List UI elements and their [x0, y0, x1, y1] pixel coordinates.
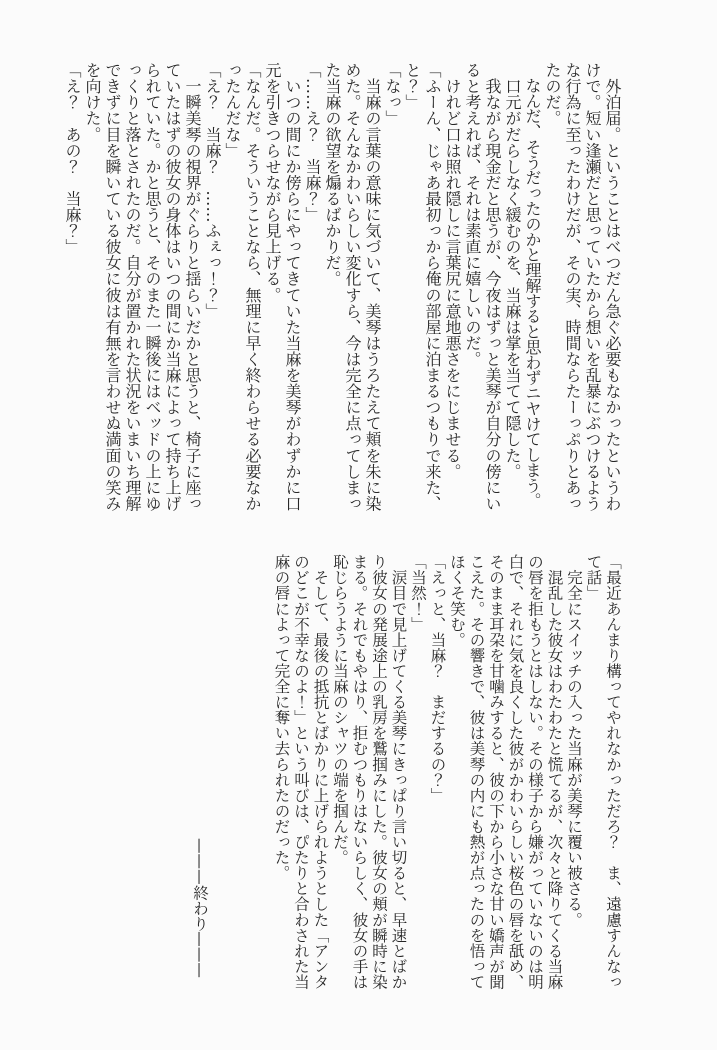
story-text-block-top — [62, 62, 622, 513]
dialogue-line: 「最近あんまり構ってやれなかっただろ？ ま、遠慮すんなって話」 — [584, 554, 622, 990]
story-text-block-bottom — [190, 554, 623, 990]
dialogue-line: 「ふーん、じゃあ最初っから俺の部屋に泊まるつもりで来た、と？」 — [403, 62, 442, 512]
dialogue-line: 「なんだ。そういうことなら、無理に早く終わらせる必要なかったんだな」 — [223, 62, 262, 512]
paragraph: 外泊届。ということはべつだん急ぐ必要もなかったというわけで。短い逢瀬だと思っていたから想いを乱暴にぶつけるような行為に至ったわけだが、その実、時間ならたーっぷりとあったのだ。 — [543, 62, 622, 512]
dialogue-line: 「……え？ 当麻？」 — [303, 62, 322, 223]
paragraph: 当麻の言葉の意味に気づいて、美琴はうろたえて頬を朱に染めた。そんなかわいらしい変化すら、今は完全に点ってしまった当麻の欲望を煽るばかりだ。 — [323, 62, 382, 512]
paragraph: 涙目で見上げてくる美琴にきっぱり言い切ると、早速とばかり彼女の発展途上の乳房を鷲掴みにした。彼女の頬が瞬時に染まる。それでもやはり、拒むつもりはないらしく、彼女の手は恥じらうように当麻のシャツの端を掴んだ。 — [331, 554, 408, 990]
paragraph: そして、最後の抵抗とばかりに上げられようとした「アンタのどこが不幸なのよ！」という叫びは、ぴたりと合わされた当麻の唇によって完全に奪い去られたのだった。 — [272, 554, 330, 990]
dialogue-line: 「当然！」 — [409, 554, 427, 632]
paragraph: けれど口は照れ隠しに言葉尻に意地悪さをにじませる。 — [443, 62, 462, 480]
paragraph: なんだ、そうだったのかと理解すると思わずニヤけてしまう。 — [523, 62, 542, 509]
ending-mark: ———終わり——— — [191, 838, 209, 978]
dialogue-line: 「なっ」 — [383, 62, 402, 127]
paragraph: 我ながら現金だと思うが、今夜はずっと美琴が自分の傍にいると考えれば、それは素直に嬉しいのだ。 — [463, 62, 502, 512]
dialogue-line: 「え？ 当麻？ ……ふぇっ！？」 — [203, 62, 222, 319]
paragraph: 口元がだらしなく緩むのを、当麻は掌を当てて隠した。 — [503, 62, 522, 480]
paragraph: 一瞬美琴の視界がぐらりと揺らいだかと思うと、椅子に座っていたはずの彼女の身体はいつの間にか当麻によって持ち上げられていた。かと思うと、そのまた一瞬後にはベッドの上にゆっくりと落とされたのだ。自分が置かれた状況をいまいち理解できずに目を瞬いている彼女に彼は有無を言わせぬ満面の笑みを向けた。 — [83, 62, 202, 512]
dialogue-line: 「えっと、当麻？ まだするの？」 — [428, 554, 447, 803]
paragraph: いつの間にか傍らにやってきていた当麻を美琴がわずかに口元を引きつらせながら見上げる。 — [263, 62, 302, 512]
paragraph: 完全にスイッチの入った当麻が美琴に覆い被さる。 — [565, 554, 583, 928]
dialogue-line: 「え？ あの？ 当麻？」 — [63, 62, 82, 255]
paragraph: 混乱した彼女はわたわたと慌てるが、次々と降りてくる当麻の唇を拒もうとはしない。その様子から嫌がっていないのは明白で、それに気を良くした彼がかわいらしい桜色の唇を舐め、そのまま耳朶を甘噛みすると、彼の下から小さな甘い嬌声が聞こえた。その響きで、彼は美琴の内にも熱が点ったのを悟ってほくそ笑む。 — [448, 554, 564, 990]
